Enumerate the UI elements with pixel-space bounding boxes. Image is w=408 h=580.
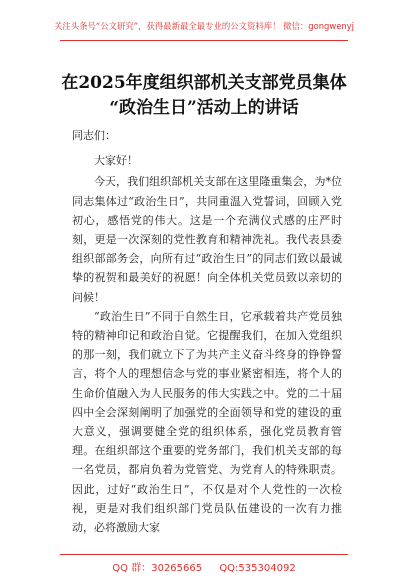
salutation: 同志们： <box>72 129 116 142</box>
paragraph-1: 今天，我们组织部机关支部在这里隆重集会，为*位同志集体过“政治生日”，共同重温入党誓词，回顾入党初心，感悟党的伟大。这是一个充满仪式感的庄严时刻，更是一次深刻的党性教育和精神洗礼。我代表县委组织部部务会，向所有过“政治生日”的同志们致以最诚挚的祝贺和最美好的祝愿！向全体机关党员致以亲切的问候！ <box>72 175 342 304</box>
footer-qq-number: QQ:535304092 <box>219 563 296 574</box>
title-line-1: 在2025年度组织部机关支部党员集体 <box>61 73 347 94</box>
speech-body <box>72 126 342 537</box>
footer-qq-group: QQ 群：30265665 <box>112 563 203 574</box>
paragraph-2: “政治生日”不同于自然生日，它承载着共产党员独特的精神印记和政治自觉。它提醒我们，在加入党组织的那一刻，我们就立下了为共产主义奋斗终身的铮铮誓言，将个人的理想信念与党的事业紧密相连，将个人的生命价值融入为人民服务的伟大实践之中。党的二十届四中全会深刻阐明了加强党的全面领导和党的建设的重大意义，强调要健全党的组织体系，强化党员教育管理。在组织部这个重要的党务部门，我们机关支部的每一名党员，都肩负着为党管党、为党育人的特殊职责。因此，过好“政治生日”，不仅是对个人党性的一次检视，更是对我们组织部门党员队伍建设的一次有力推动，必将激励大家 <box>72 309 342 535</box>
footer-contact <box>0 559 408 574</box>
greeting: 大家好！ <box>94 154 138 168</box>
title-line-2: “政治生日”活动上的讲话 <box>109 98 299 119</box>
header-banner: 关注头条号“公文研究”，获得最新最全最专业的公文资料库！ 微信：gongwenyj <box>54 21 354 31</box>
document-title <box>0 71 408 121</box>
footer-divider <box>60 554 348 555</box>
header-divider <box>60 40 348 41</box>
